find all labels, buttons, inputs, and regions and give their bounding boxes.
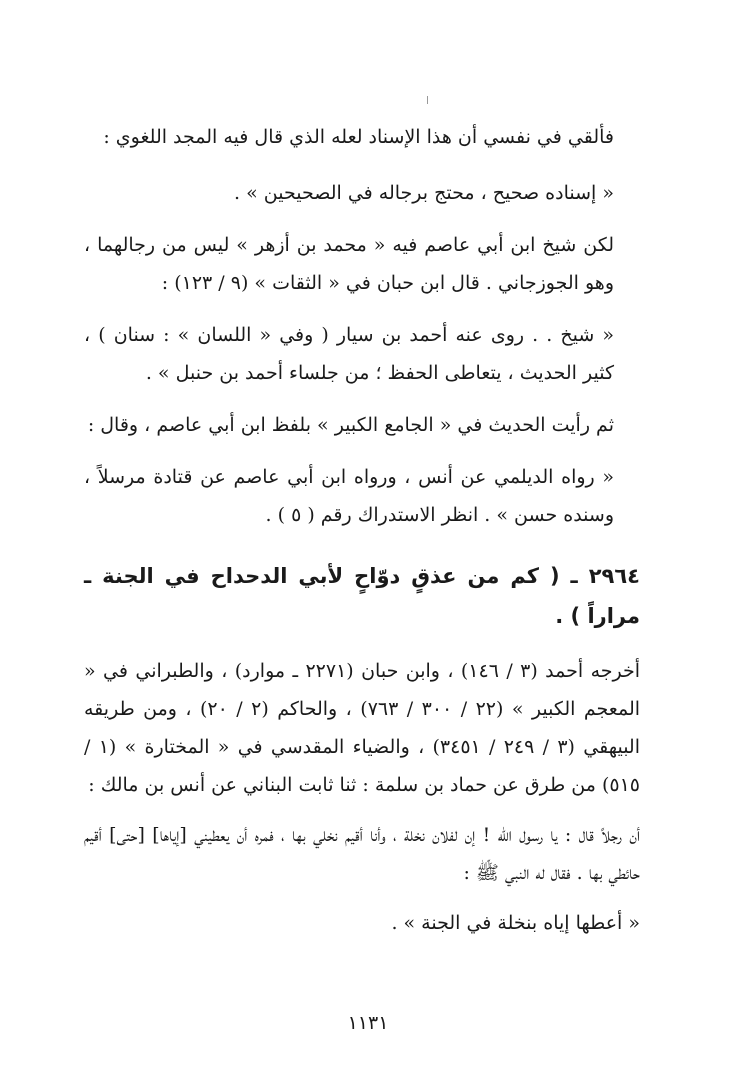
paragraph-2: لكن شيخ ابن أبي عاصم فيه « محمد بن أزهر » ليس من رجالهما ، وهو الجوزجاني . قال ابن حبان في « الثقات » (٩ / ١٢٣) : (84, 234, 614, 294)
hadith-heading: ٢٩٦٤ ـ ( كم من عذقٍ دوّاحٍ لأبي الدحداح في الجنة ـ مراراً ) . (84, 564, 640, 628)
hadith-text: أن رجلاً قال : يا رسول الله ! إن لفلان نخلة ، وأنا أقيم نخلي بها ، فمره أن يعطيني [إياها] [حتى] أقيم حائطي بها . فقال له النبي ﷺ : (84, 824, 640, 884)
scan-mark (427, 96, 428, 104)
hadith-quote: « أعطها إياه بنخلة في الجنة » . (391, 912, 640, 934)
page-body (84, 118, 640, 954)
paragraph-3: ثم رأيت الحديث في « الجامع الكبير » بلفظ ابن أبي عاصم ، وقال : (87, 414, 614, 436)
takhrij-paragraph: أخرجه أحمد (٣ / ١٤٦) ، وابن حبان (٢٢٧١ ـ موارد) ، والطبراني في « المعجم الكبير » (٢٢ / ٣٠٠ / ٧٦٣) ، والحاكم (٢ / ٢٠) ، ومن طريقه البيهقي (٣ / ٢٤٩ / ٣٤٥١) ، والضياء المقدسي في « المختارة » (١ / ٥١٥) من طرق عن حماد بن سلمة : ثنا ثابت البناني عن أنس بن مالك : (84, 660, 641, 796)
page-number: ١١٣١ (347, 1012, 389, 1034)
quote-3: « رواه الديلمي عن أنس ، ورواه ابن أبي عاصم عن قتادة مرسلاً ، وسنده حسن » . انظر الاستدراك رقم ( ٥ ) . (84, 466, 614, 526)
paragraph-1: فألقي في نفسي أن هذا الإسناد لعله الذي قال فيه المجد اللغوي : (103, 126, 614, 148)
quote-2: « شيخ . . روى عنه أحمد بن سيار ( وفي « اللسان » : سنان ) ، كثير الحديث ، يتعاطى الحفظ ؛ من جلساء أحمد بن حنبل » . (84, 324, 614, 384)
quote-1: « إسناده صحيح ، محتج برجاله في الصحيحين » . (234, 182, 614, 204)
